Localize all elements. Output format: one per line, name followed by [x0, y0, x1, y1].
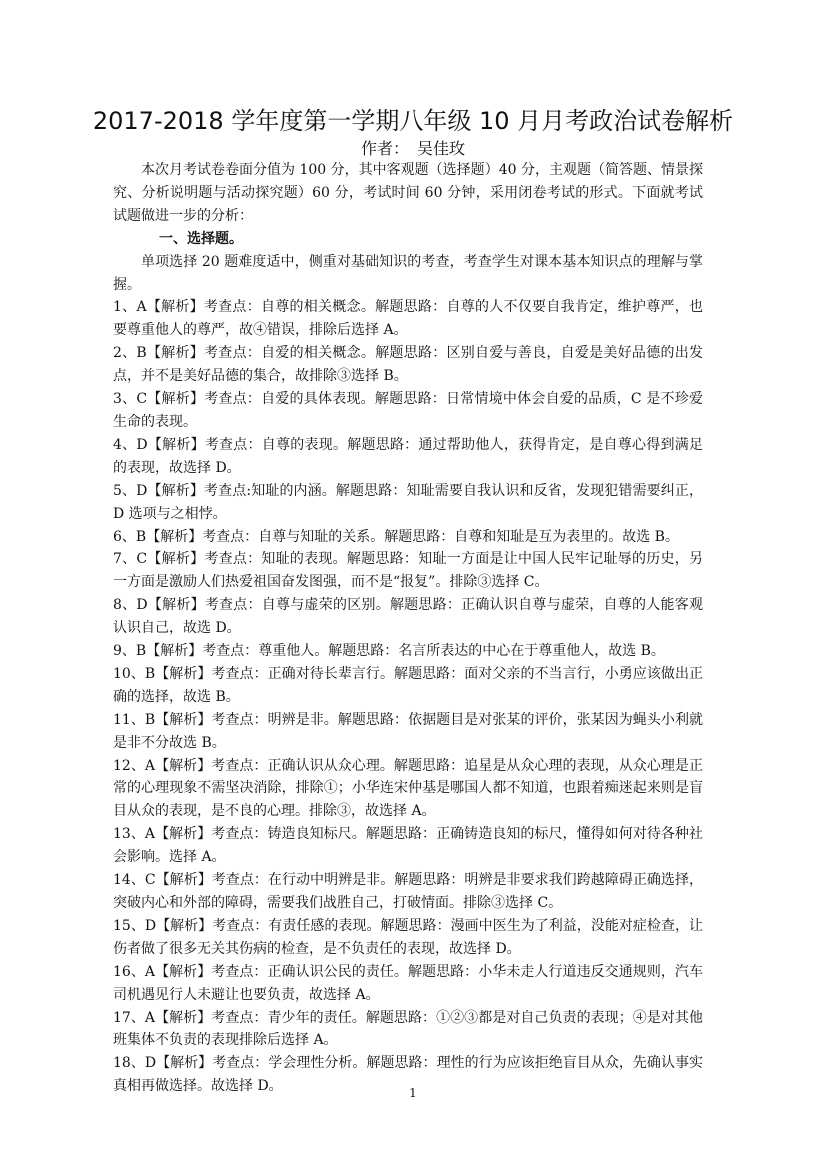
- answer-item: 4、D【解析】考查点：自尊的表现。解题思路：通过帮助他人，获得肯定，是自尊心得到满足的表现，故选择 D。: [113, 436, 703, 476]
- answer-item: 7、C【解析】考查点：知耻的表现。解题思路：知耻一方面是让中国人民牢记耻辱的历史，另一方面是激励人们热爱祖国奋发图强，而不是“报复”。排除③选择 C。: [113, 551, 703, 591]
- answer-item: 12、A【解析】考查点：正确认识从众心理。解题思路：追星是从众心理的表现，从众心理是正常的心理现象不需坚决消除，排除①；小华连宋仲基是哪国人都不知道，也跟着痴迷起来则是盲目从众的表现，是不良的心理。排除③，故选择 A。: [113, 757, 703, 820]
- answer-item: 10、B【解析】考查点：正确对待长辈言行。解题思路：面对父亲的不当言行，小勇应该做出正确的选择，故选 B。: [113, 665, 703, 705]
- answer-item: 14、C【解析】考查点：在行动中明辨是非。解题思路：明辨是非要求我们跨越障碍正确选择，突破内心和外部的障碍，需要我们战胜自己，打破情面。排除③选择 C。: [113, 872, 703, 911]
- answer-item: 5、D【解析】考查点:知耻的内涵。解题思路：知耻需要自我认识和反省，发现犯错需要纠正，D 选项与之相悖。: [113, 482, 703, 522]
- answer-item: 11、B【解析】考查点：明辨是非。解题思路：依据题目是对张某的评价，张某因为蝇头小利就是非不分故选 B。: [113, 711, 703, 751]
- answer-item: 1、A【解析】考查点：自尊的相关概念。解题思路：自尊的人不仅要自我肯定，维护尊严，也要尊重他人的尊严，故④错误，排除后选择 A。: [113, 299, 703, 339]
- answer-item: 6、B【解析】考查点：自尊与知耻的关系。解题思路：自尊和知耻是互为表里的。故选 B。: [113, 528, 679, 545]
- answer-item: 16、A【解析】考查点：正确认识公民的责任。解题思路：小华未走人行道违反交通规则，汽车司机遇见行人未避让也要负责，故选择 A。: [113, 963, 703, 1003]
- document-title: 2017-2018 学年度第一学期八年级 10 月月考政治试卷解析: [92, 107, 734, 135]
- answer-item: 17、A【解析】考查点：青少年的责任。解题思路：①②③都是对自己负责的表现；④是对其他班集体不负责的表现排除后选择 A。: [113, 1009, 703, 1049]
- answer-item: 13、A【解析】考查点：铸造良知标尺。解题思路：正确铸造良知的标尺，懂得如何对待各种社会影响。选择 A。: [113, 826, 703, 866]
- document-body: [113, 159, 703, 1098]
- section-heading: 一、选择题。: [159, 230, 243, 247]
- answer-item: 8、D【解析】考查点：自尊与虚荣的区别。解题思路：正确认识自尊与虚荣，自尊的人能客观认识自己，故选 D。: [113, 597, 703, 637]
- answer-item: 3、C【解析】考查点：自爱的具体表现。解题思路：日常情境中体会自爱的品质，C 是不珍爱生命的表现。: [113, 391, 703, 430]
- answer-item: 2、B【解析】考查点：自爱的相关概念。解题思路：区别自爱与善良，自爱是美好品德的出发点，并不是美好品德的集合，故排除③选择 B。: [113, 345, 703, 385]
- author-line: 作者： 吴佳玫: [360, 139, 465, 158]
- page-number: 1: [409, 1086, 417, 1100]
- answer-item: 9、B【解析】考查点：尊重他人。解题思路：名言所表达的中心在于尊重他人，故选 B。: [113, 643, 665, 660]
- answer-item: 18、D【解析】考查点：学会理性分析。解题思路：理性的行为应该拒绝盲目从众，先确认事实真相再做选择。故选择 D。: [113, 1055, 703, 1095]
- section-intro: 单项选择 20 题难度适中，侧重对基础知识的考查，考查学生对课本基本知识点的理解与掌握。: [113, 253, 703, 293]
- intro-paragraph: 本次月考试卷卷面分值为 100 分，其中客观题（选择题）40 分，主观题（简答题、情景探究、分析说明题与活动探究题）60 分，考试时间 60 分钟，采用闭卷考试的形式。下面就考试试题做进一步的分析：: [113, 162, 703, 224]
- answer-item: 15、D【解析】考查点：有责任感的表现。解题思路：漫画中医生为了利益，没能对症检查，让伤者做了很多无关其伤病的检查，是不负责任的表现，故选择 D。: [113, 917, 703, 957]
